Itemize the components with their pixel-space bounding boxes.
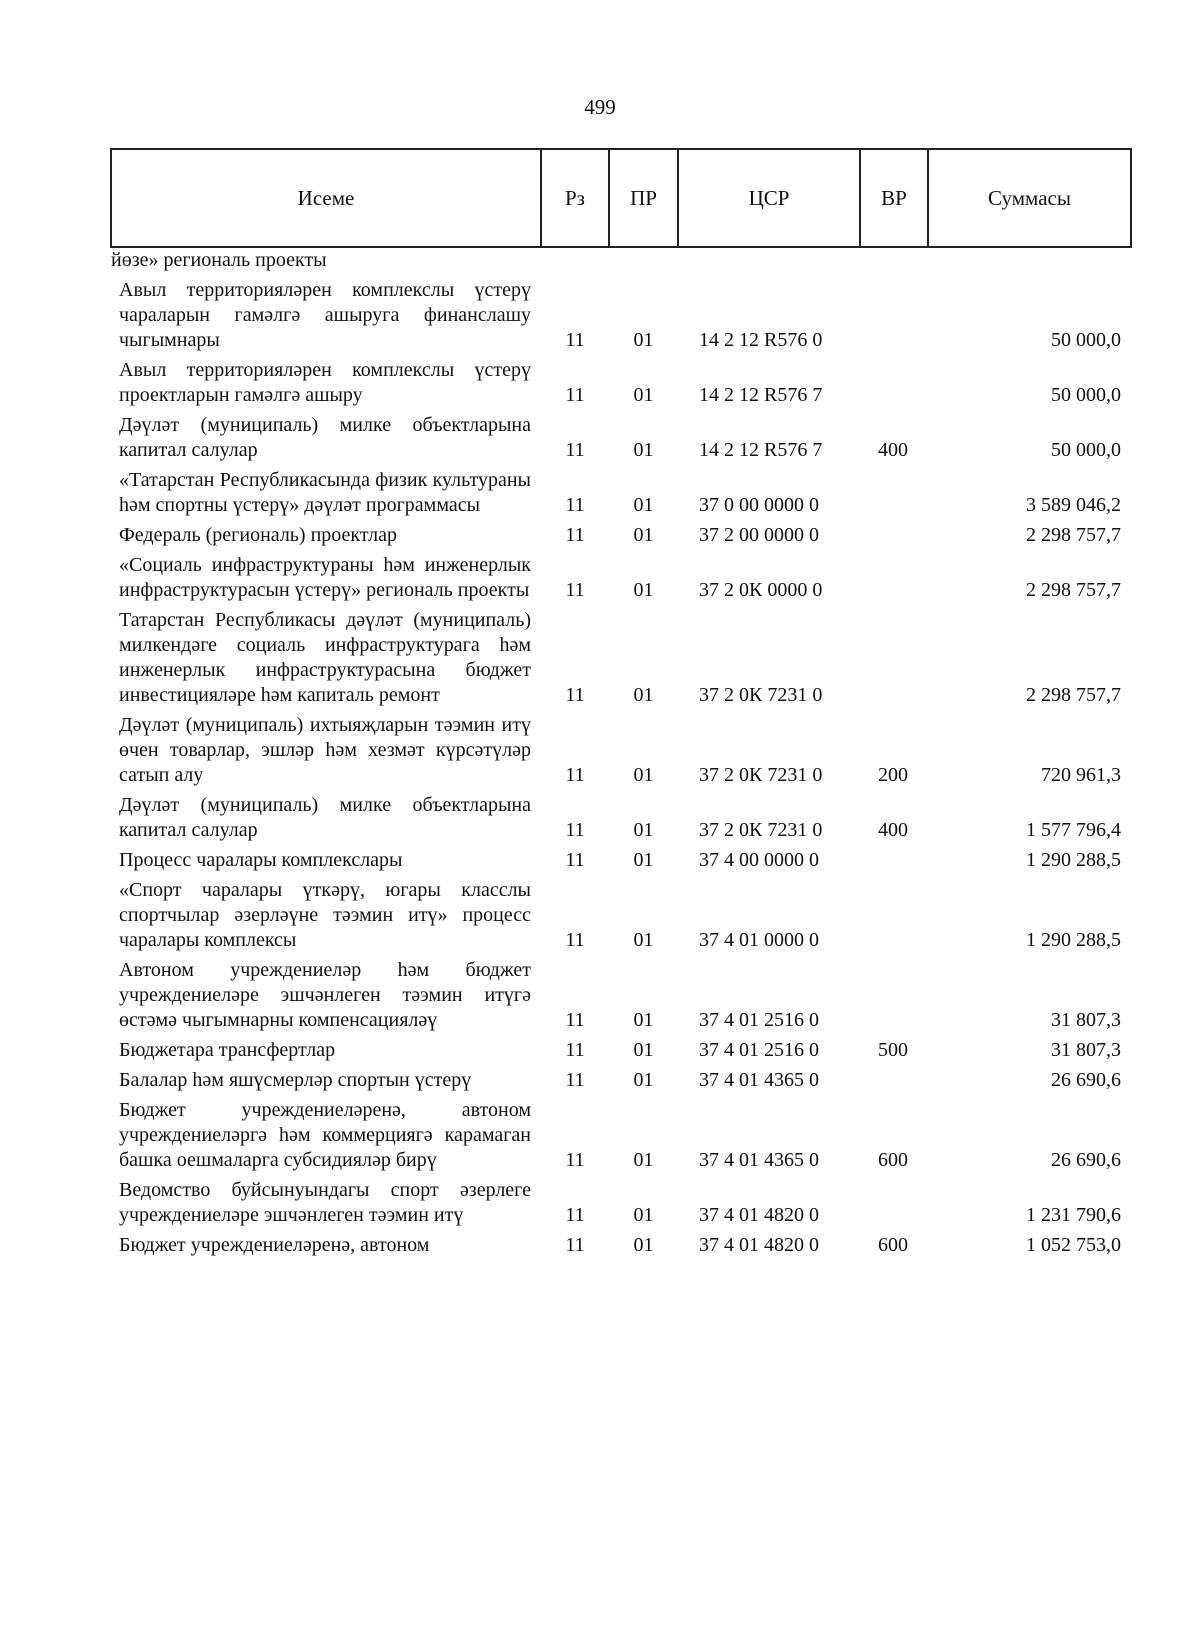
budget-table (110, 148, 1132, 1258)
header-rz: Рз (541, 149, 609, 247)
page-number: 499 (584, 95, 616, 119)
row-vr: 600 (878, 1149, 908, 1171)
row-name: Балалар һәм яшүсмерләр спортын үстерү (119, 1069, 472, 1091)
header-sum: Суммасы (928, 149, 1131, 247)
row-csr: 37 4 01 4365 0 (699, 1149, 819, 1171)
row-vr (860, 1063, 928, 1093)
row-pr: 01 (633, 1234, 654, 1256)
row-vr: 400 (878, 439, 908, 461)
row-sum: 50 000,0 (1051, 439, 1121, 461)
row-csr: 37 4 01 4820 0 (699, 1204, 819, 1226)
row-csr: 37 2 0К 7231 0 (699, 684, 823, 706)
row-csr: 37 2 00 0000 0 (699, 524, 819, 546)
row-sum: 1 577 796,4 (1026, 819, 1121, 841)
row-name: Дәүләт (муниципаль) милке объектларына капитал салулар (119, 414, 531, 461)
row-vr (860, 353, 928, 408)
row-rz: 11 (565, 494, 585, 516)
table-row (111, 843, 1131, 873)
row-rz: 11 (565, 579, 585, 601)
row-pr: 01 (633, 1204, 654, 1226)
row-pr: 01 (633, 764, 654, 786)
row-vr (860, 463, 928, 518)
row-rz: 11 (565, 329, 585, 351)
row-vr: 200 (878, 764, 908, 786)
row-pr (609, 247, 678, 273)
row-sum: 3 589 046,2 (1026, 494, 1121, 516)
row-csr: 37 4 01 4365 0 (699, 1069, 819, 1091)
row-vr (860, 273, 928, 353)
row-rz: 11 (565, 684, 585, 706)
row-csr: 37 4 01 4820 0 (699, 1234, 819, 1256)
row-pr: 01 (633, 684, 654, 706)
row-vr (860, 953, 928, 1033)
table-row (111, 1033, 1131, 1063)
row-csr (678, 247, 860, 273)
table-row (111, 463, 1131, 518)
table-row (111, 353, 1131, 408)
row-name: Бюджетара трансфертлар (119, 1039, 336, 1061)
row-csr: 14 2 12 R576 7 (699, 384, 823, 406)
row-sum: 720 961,3 (1041, 764, 1121, 786)
row-pr: 01 (633, 524, 654, 546)
header-name: Исеме (111, 149, 541, 247)
header-vr: ВР (860, 149, 928, 247)
row-csr: 14 2 12 R576 7 (699, 439, 823, 461)
table-row (111, 953, 1131, 1033)
row-name: Автоном учреждениеләр һәм бюджет учреждениеләре эшчәнлеген тәэмин итүгә өстәмә чыгымнарны компенсацияләү (119, 959, 531, 1031)
row-rz: 11 (565, 524, 585, 546)
table-row (111, 518, 1131, 548)
row-sum: 26 690,6 (1051, 1069, 1121, 1091)
row-sum: 2 298 757,7 (1026, 579, 1121, 601)
header-pr: ПР (609, 149, 678, 247)
table-row (111, 408, 1131, 463)
row-pr: 01 (633, 579, 654, 601)
row-rz: 11 (565, 849, 585, 871)
row-vr (860, 603, 928, 708)
table-row (111, 873, 1131, 953)
row-pr: 01 (633, 1039, 654, 1061)
row-rz: 11 (565, 1069, 585, 1091)
row-vr: 400 (878, 819, 908, 841)
row-sum: 1 231 790,6 (1026, 1204, 1121, 1226)
row-rz: 11 (565, 1204, 585, 1226)
row-pr: 01 (633, 849, 654, 871)
table-body (111, 247, 1131, 1258)
row-sum (928, 247, 1131, 273)
table-row (111, 603, 1131, 708)
row-rz: 11 (565, 384, 585, 406)
row-name: Бюджет учреждениеләренә, автоном учреждениеләргә һәм коммерциягә карамаган башка оешмаларга субсидияләр бирү (119, 1099, 531, 1171)
row-vr (860, 247, 928, 273)
row-rz: 11 (565, 1009, 585, 1031)
table-header (111, 149, 1131, 247)
row-csr: 37 4 01 0000 0 (699, 929, 819, 951)
table-row (111, 788, 1131, 843)
row-sum: 50 000,0 (1051, 329, 1121, 351)
row-name: Бюджет учреждениеләренә, автоном (119, 1234, 430, 1256)
row-rz: 11 (565, 1234, 585, 1256)
row-vr (860, 518, 928, 548)
table-row (111, 1063, 1131, 1093)
row-sum: 50 000,0 (1051, 384, 1121, 406)
row-name: Процесс чаралары комплекслары (119, 849, 403, 871)
table-row (111, 708, 1131, 788)
row-sum: 2 298 757,7 (1026, 684, 1121, 706)
table-row (111, 247, 1131, 273)
row-pr: 01 (633, 384, 654, 406)
row-rz (541, 247, 609, 273)
table-row (111, 1093, 1131, 1173)
row-csr: 37 4 01 2516 0 (699, 1009, 819, 1031)
row-vr (860, 548, 928, 603)
row-name: «Спорт чаралары үткәрү, югары класслы спортчылар әзерләүне тәэмин итү» процесс чаралары комплексы (119, 879, 531, 951)
table-row (111, 273, 1131, 353)
row-sum: 31 807,3 (1051, 1009, 1121, 1031)
row-name: йөзе» региональ проекты (111, 249, 327, 271)
row-pr: 01 (633, 439, 654, 461)
row-sum: 1 290 288,5 (1026, 849, 1121, 871)
row-csr: 14 2 12 R576 0 (699, 329, 823, 351)
row-name: «Татарстан Республикасында физик культураны һәм спортны үстерү» дәүләт программасы (119, 469, 531, 516)
row-csr: 37 4 01 2516 0 (699, 1039, 819, 1061)
row-name: Дәүләт (муниципаль) милке объектларына капитал салулар (119, 794, 531, 841)
row-sum: 26 690,6 (1051, 1149, 1121, 1171)
row-name: Татарстан Республикасы дәүләт (муниципаль) милкендәге социаль инфраструктурага һәм инженерлык инфраструктурасына бюджет инвестицияләре һәм капиталь ремонт (119, 609, 531, 706)
row-name: Авыл территорияләрен комплекслы үстерү чараларын гамәлгә ашыруга финанслашу чыгымнары (119, 279, 531, 351)
row-sum: 31 807,3 (1051, 1039, 1121, 1061)
row-pr: 01 (633, 929, 654, 951)
row-vr: 600 (878, 1234, 908, 1256)
table-row (111, 548, 1131, 603)
row-vr: 500 (878, 1039, 908, 1061)
row-sum: 2 298 757,7 (1026, 524, 1121, 546)
row-name: «Социаль инфраструктураны һәм инженерлык инфраструктурасын үстерү» региональ проекты (119, 554, 531, 601)
row-csr: 37 2 0К 0000 0 (699, 579, 823, 601)
row-pr: 01 (633, 1069, 654, 1091)
row-rz: 11 (565, 929, 585, 951)
row-vr (860, 843, 928, 873)
row-rz: 11 (565, 439, 585, 461)
header-csr: ЦСР (678, 149, 860, 247)
row-pr: 01 (633, 1149, 654, 1171)
row-sum: 1 052 753,0 (1026, 1234, 1121, 1256)
row-rz: 11 (565, 1039, 585, 1061)
row-name: Дәүләт (муниципаль) ихтыяҗларын тәэмин итү өчен товарлар, эшләр һәм хезмәт күрсәтүләр сатып алу (119, 714, 531, 786)
row-name: Авыл территорияләрен комплекслы үстерү проектларын гамәлгә ашыру (119, 359, 531, 406)
row-pr: 01 (633, 819, 654, 841)
row-pr: 01 (633, 494, 654, 516)
row-csr: 37 2 0К 7231 0 (699, 764, 823, 786)
row-csr: 37 2 0К 7231 0 (699, 819, 823, 841)
row-pr: 01 (633, 329, 654, 351)
row-sum: 1 290 288,5 (1026, 929, 1121, 951)
table-row (111, 1173, 1131, 1228)
row-csr: 37 4 00 0000 0 (699, 849, 819, 871)
row-name: Федераль (региональ) проектлар (119, 524, 397, 546)
table-row (111, 1228, 1131, 1258)
row-vr (860, 1173, 928, 1228)
row-name: Ведомство буйсынуындагы спорт әзерлеге учреждениеләре эшчәнлеген тәэмин итү (119, 1179, 531, 1226)
row-rz: 11 (565, 1149, 585, 1171)
row-rz: 11 (565, 764, 585, 786)
row-csr: 37 0 00 0000 0 (699, 494, 819, 516)
row-vr (860, 873, 928, 953)
row-rz: 11 (565, 819, 585, 841)
row-pr: 01 (633, 1009, 654, 1031)
